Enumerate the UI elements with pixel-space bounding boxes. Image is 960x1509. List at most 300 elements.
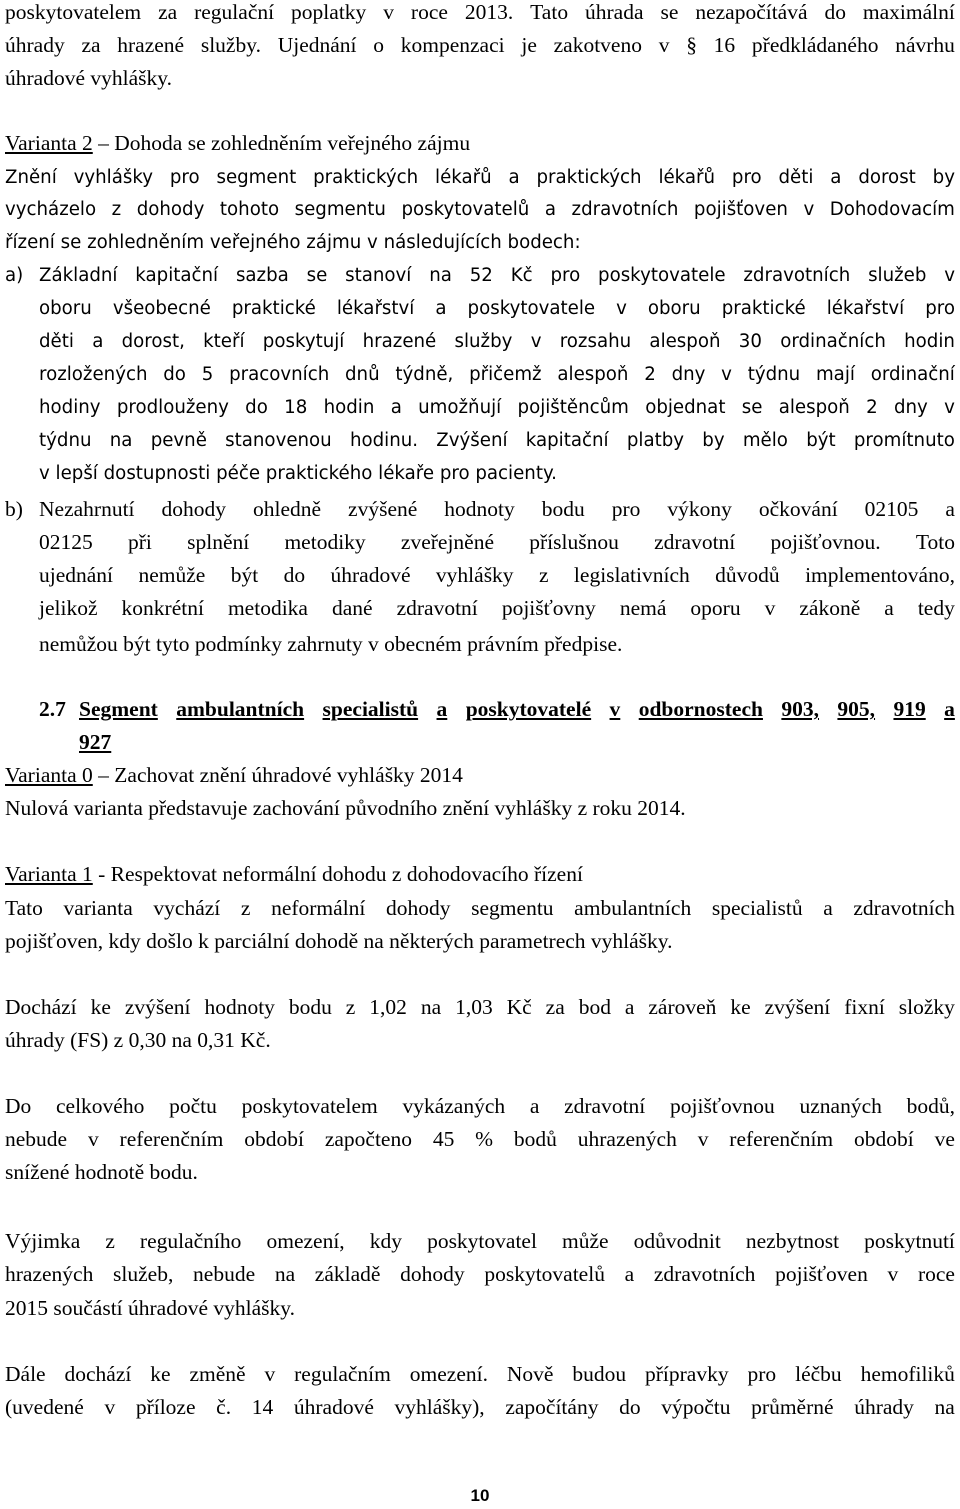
word: stanoví [345,265,412,286]
word: výkony [667,497,732,521]
word: v [764,596,776,620]
word: 5 [201,364,214,385]
word: kapitační [525,430,609,451]
word: a [884,596,894,620]
text-line [39,596,955,621]
word: být [806,430,836,451]
text-line: v lepší dostupnosti péče praktického lékaře pro pacienty. [39,463,557,484]
word: nemůže [138,563,206,587]
text-line: 2015 součástí úhradové vyhlášky. [5,1296,295,1320]
word: regulační [194,0,275,24]
word: dohody [386,896,451,920]
word: bod [578,995,611,1019]
word: zdravotních [853,896,955,920]
word: v [616,298,627,319]
word: praktických [313,167,419,188]
word: ke [730,995,751,1019]
word: pevně [150,430,207,451]
word: ambulantních [176,697,305,721]
word: a [529,1094,540,1118]
word: segmentu [471,896,554,920]
word: pojišťovnou. [770,530,881,554]
word: hrazených [5,1262,94,1286]
word: 2 [644,364,656,385]
word: do [163,364,186,385]
word: roce [410,0,448,24]
word: omezení. [409,1362,488,1386]
word: zakotveno [553,33,642,57]
word: kompenzaci [400,33,505,57]
text-line [5,1362,955,1387]
word: Znění [5,167,57,188]
word: kteří [203,331,245,352]
word: zdravotních [743,265,851,286]
variant-1-label: Varianta 1 [5,862,93,886]
word: praktických [536,167,642,188]
word: pro [550,265,581,286]
word: mají [815,364,855,385]
word: a [624,995,635,1019]
word: poplatky [291,0,367,24]
word: poskytovatel [427,1229,537,1253]
word: umožňují [418,397,502,418]
word: Kč [506,995,532,1019]
word: v [264,1362,276,1386]
word: Základní [39,265,118,286]
word: referenčním [119,1127,224,1151]
word: a [435,298,447,319]
text-line [5,197,955,222]
word: alespoň [557,364,629,385]
word: příslušnou [529,530,619,554]
text-line [5,1229,955,1254]
word: by [702,430,725,451]
word: promítnuto [853,430,955,451]
word: 903, [781,697,819,721]
word: poskytovatelů [401,199,530,220]
word: na [420,995,442,1019]
word: a [390,397,402,418]
word: v [887,1262,899,1286]
word: do [283,563,306,587]
word: z [111,199,122,220]
word: týdně, [395,364,454,385]
text-line [39,395,955,420]
word: 30 [738,331,762,352]
text-line [5,1262,955,1287]
word: ambulantních [574,896,692,920]
word: návrhu [895,33,955,57]
word: 14 [251,1395,274,1419]
word: kdy [369,1229,402,1253]
word: lékařů [658,167,716,188]
word: očkování [758,497,838,521]
word: hodin [323,397,375,418]
word: týdnu [39,430,92,451]
word: 52 [469,265,493,286]
word: pojišťovnou [670,1094,775,1118]
word: dohody [400,1262,465,1286]
word: lékařství [336,298,415,319]
word: se [660,0,679,24]
word: Do [5,1094,32,1118]
word: pro [925,298,955,319]
word: bodů, [906,1094,955,1118]
text-line [39,263,955,288]
text-line [39,296,955,321]
word: započítány [505,1395,599,1419]
word: ordinačních [780,331,886,352]
word: regulačního [139,1229,242,1253]
text-line [39,428,955,453]
word: úhrady [5,33,65,57]
word: služby [454,331,513,352]
word: (uvedené [5,1395,84,1419]
word: hodinu. [349,430,419,451]
word: stanovenou [225,430,332,451]
word: Kč [510,265,533,286]
word: 2013. [464,0,514,24]
word: bodu [541,497,585,521]
word: přípravky [645,1362,729,1386]
word: konkrétní [121,596,204,620]
word: úhradové [293,1395,374,1419]
word: na [274,1262,296,1286]
word: složky [898,995,955,1019]
word: tedy [917,596,955,620]
word: pojišťoven [693,199,788,220]
word: by [932,167,955,188]
word: úhradové [330,563,411,587]
word: rozložených [39,364,148,385]
text-line: pojišťoven, kdy došlo k parciální dohodě na některých parametrech vyhlášky. [5,929,673,953]
word: vyhlášky [73,167,153,188]
word: % [475,1127,494,1151]
word: období [854,1127,914,1151]
word: v [803,199,815,220]
word: tohoto [219,199,280,220]
word: regulačním [294,1362,391,1386]
word: nezapočítává [695,0,808,24]
text-line [39,530,955,555]
word: vychází [153,896,221,920]
word: nezbytnost [745,1229,840,1253]
word: varianta [63,896,133,920]
word: pojištěncům [517,397,629,418]
word: Tato [530,0,569,24]
word: Ujednání [277,33,357,57]
word: počtu [169,1094,217,1118]
word: pracovních [229,364,330,385]
word: průměrné [751,1395,834,1419]
word: předkládaného [751,33,879,57]
word: zvýšení [124,995,191,1019]
word: č. [216,1395,232,1419]
variant-0-label: Varianta 0 [5,763,93,787]
word: úhrada [585,0,644,24]
word: a [823,896,833,920]
section-heading [79,697,955,722]
word: Výjimka [5,1229,81,1253]
word: hemofiliků [860,1362,955,1386]
word: metodika [227,596,308,620]
word: z [345,995,356,1019]
word: důvodů [715,563,780,587]
word: služby. [200,33,261,57]
word: hodin [904,331,955,352]
word: a [624,1262,635,1286]
word: 2 [866,397,878,418]
list-label-b: b) [5,497,23,521]
text-line: nemůžou být tyto podmínky zahrnuty v obecném právním předpise. [39,632,623,656]
word: a [945,497,955,521]
word: nebude [193,1262,256,1286]
word: dorost [858,167,916,188]
word: a [508,167,520,188]
word: lékařství [826,298,905,319]
word: a [544,199,557,220]
word: rozsahu [559,331,632,352]
word: alespoň [649,331,721,352]
word: služeb [868,265,927,286]
word: poskytují [262,331,345,352]
variant-0-heading [5,763,463,788]
text-line: Nulová varianta představuje zachování původního znění vyhlášky z roku 2014. [5,796,686,820]
word: prodlouženy [116,397,229,418]
word: do [619,1395,641,1419]
word: platby [626,430,685,451]
word: lékařů [435,167,492,188]
word: Nezahrnutí [39,497,135,521]
variant-2-label: Varianta 2 [5,131,93,155]
word: sazba [235,265,289,286]
word: a [436,697,448,721]
word: 1,02 [369,995,407,1019]
word: implementováno, [805,563,955,587]
word: dohody [161,497,226,521]
word: v [658,33,670,57]
word: poskytovatelů [484,1262,605,1286]
word: dnů [345,364,380,385]
word: 45 [432,1127,455,1151]
text-line [39,329,955,354]
word: v [721,364,732,385]
word: hodnoty [204,995,275,1019]
variant-2-heading [5,131,470,156]
word: děti [39,331,74,352]
word: léčbu [795,1362,842,1386]
word: pro [611,497,641,521]
word: objednat [645,397,726,418]
word: praktické [721,298,806,319]
word: pojišťoven [775,1262,868,1286]
word: může [562,1229,609,1253]
word: ujednání [39,563,114,587]
text-line [5,995,955,1020]
word: a [92,331,104,352]
word: o [373,33,384,57]
word: zdravotních [571,199,679,220]
word: pro [169,167,200,188]
text-line [5,896,955,921]
text-line [5,1127,955,1152]
word: mělo [742,430,788,451]
word: do [824,0,846,24]
word: 18 [284,397,308,418]
word: poskytovatelé [465,697,592,721]
word: 905, [837,697,876,721]
word: odůvodnit [633,1229,721,1253]
word: období [244,1127,304,1151]
word: § [686,33,697,57]
word: segment [216,167,297,188]
word: bodu [288,995,332,1019]
word: oboru [647,298,701,319]
variant-1-title: - Respektovat neformální dohodu z dohodovacího řízení [92,862,583,886]
word: Zvýšení [436,430,508,451]
word: ohledně [252,497,322,521]
word: dny [893,397,928,418]
word: z [538,563,549,587]
word: hodnoty [444,497,515,521]
text-line [5,0,955,25]
word: nebude [5,1127,68,1151]
word: 02105 [864,497,919,521]
text-line: úhradové vyhlášky. [5,66,172,90]
word: z [240,896,251,920]
word: dané [331,596,373,620]
word: z [105,1229,115,1253]
word: nemá [619,596,667,620]
text-line [5,1094,955,1119]
word: ke [90,995,111,1019]
word: omezení, [266,1229,345,1253]
word: v [944,397,955,418]
word: legislativních [573,563,690,587]
word: zdravotní [654,530,736,554]
word: zvýšené [348,497,418,521]
word: maximální [862,0,955,24]
word: přičemž [469,364,542,385]
section-heading-cont: 927 [79,730,112,754]
word: odbornostech [638,697,763,721]
word: celkového [56,1094,145,1118]
word: fixní [844,995,885,1019]
word: Tato [5,896,43,920]
word: zároveň [648,995,717,1019]
word: pro [747,1362,777,1386]
list-label-a: a) [5,265,24,286]
word: poskytovatelem [5,0,142,24]
variant-1-heading [5,862,583,887]
word: na [934,1395,955,1419]
word: zákoně [799,596,861,620]
word: specialistů [322,697,419,721]
word: 919 [893,697,926,721]
word: příloze [135,1395,196,1419]
word: budou [572,1362,627,1386]
word: za [81,33,101,57]
word: se [741,397,763,418]
word: oboru [39,298,92,319]
word: pojišťovny [501,596,596,620]
word: výpočtu [661,1395,731,1419]
variant-2-title: – Dohoda se zohledněním veřejného zájmu [92,131,471,155]
word: vyhlášky [435,563,514,587]
word: poskytovatelem [241,1094,378,1118]
word: neformální [271,896,366,920]
word: při [127,530,152,554]
text-line [5,165,955,190]
word: zvýšení [764,995,831,1019]
word: poskytovatele [598,265,726,286]
section-number: 2.7 [39,697,66,721]
word: metodiky [284,530,366,554]
word: v [944,265,955,286]
word: dny [671,364,706,385]
word: hodiny [39,397,101,418]
word: v [104,1395,116,1419]
word: zdravotní [564,1094,646,1118]
word: dohody [136,199,205,220]
word: a [944,697,955,721]
word: započteno [324,1127,412,1151]
word: zdravotních [653,1262,756,1286]
word: děti [778,167,814,188]
word: služeb, [113,1262,174,1286]
text-line: řízení se zohledněním veřejného zájmu v následujících bodech: [5,232,581,253]
word: do [245,397,268,418]
word: v [383,0,394,24]
word: roce [917,1262,955,1286]
word: v [609,697,621,721]
text-line: úhrady (FS) z 0,30 na 0,31 Kč. [5,1028,271,1052]
word: poskytovatele [467,298,596,319]
word: 16 [713,33,736,57]
word: na [109,430,133,451]
word: a [830,167,842,188]
text-line [39,362,955,387]
word: být [230,563,259,587]
text-line [5,33,955,58]
word: ordinační [870,364,955,385]
word: Dohodovacím [829,199,955,220]
word: 1,03 [455,995,493,1019]
word: referenčním [729,1127,834,1151]
word: vyhlášky), [394,1395,485,1419]
word: vycházelo [5,199,97,220]
word: za [545,995,565,1019]
word: základě [314,1262,381,1286]
word: Toto [915,530,955,554]
word: kapitační [135,265,219,286]
page-number: 10 [470,1486,490,1505]
word: splnění [187,530,250,554]
word: jelikož [39,596,98,620]
word: vykázaných [402,1094,506,1118]
word: pro [731,167,762,188]
word: v [87,1127,99,1151]
word: týdnu [747,364,801,385]
word: ve [934,1127,955,1151]
word: zveřejněné [400,530,495,554]
word: ke [150,1362,171,1386]
word: segmentu [294,199,386,220]
word: všeobecné [112,298,211,319]
word: bodů [513,1127,557,1151]
word: zdravotní [396,596,478,620]
word: úhrady [854,1395,914,1419]
